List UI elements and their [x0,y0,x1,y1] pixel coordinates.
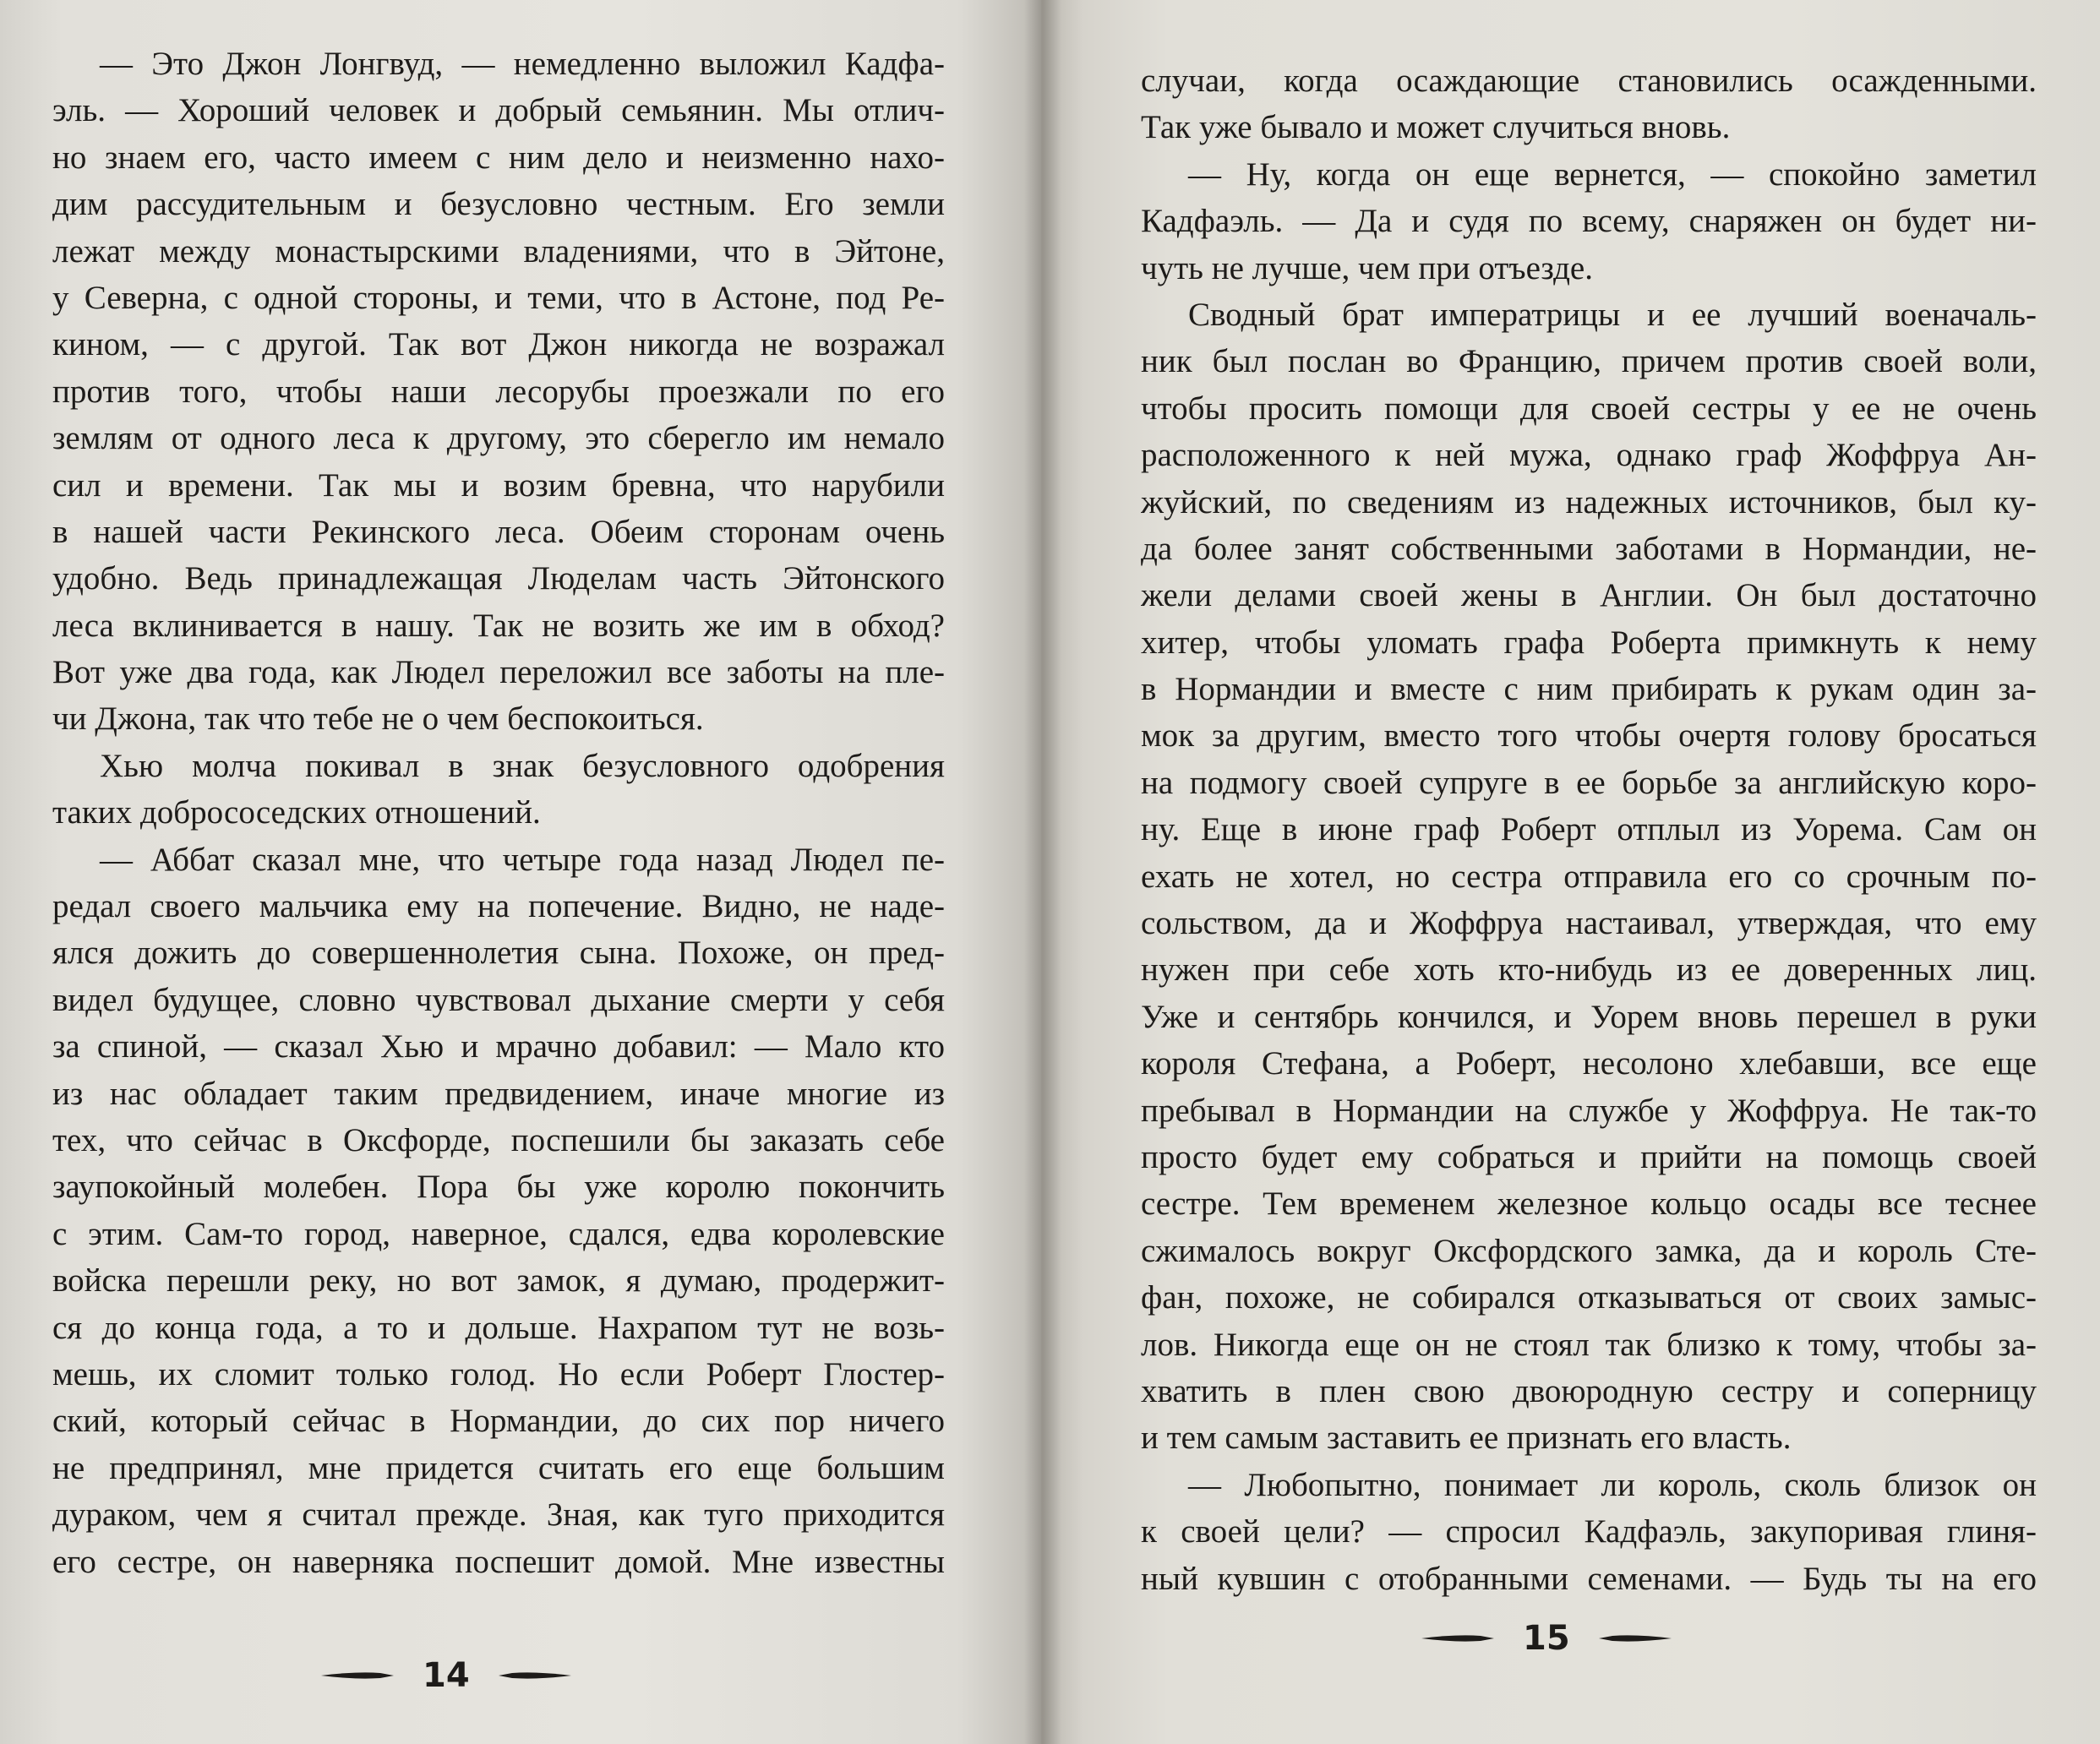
text-line: видел будущее, словно чувствовал дыхание смерти у себя [52,981,945,1018]
text-line: жели делами своей жены в Англии. Он был достаточно [1141,577,2037,614]
text-line: Уже и сентябрь кончился, и Уорем вновь перешел в руки [1141,998,2037,1035]
right-arrow-ornament-icon [1599,1632,1672,1644]
text-line: ся до конца года, а то и дольше. Нахрапом тут не возь- [52,1309,945,1346]
text-line: не предпринял, мне придется считать его еще большим [52,1449,945,1486]
text-line: эль. — Хороший человек и добрый семьянин. Мы отлич- [52,92,945,129]
page-number: 14 [423,1656,470,1695]
text-line: ский, который сейчас в Нормандии, до сих пор ничего [52,1403,945,1440]
text-line: пребывал в Нормандии на службе у Жоффруа. Не так-то [1141,1092,2037,1129]
text-line: сестре. Тем временем железное кольцо осады все теснее [1141,1185,2037,1223]
text-line: ну. Еще в июне граф Роберт отплыл из Уорема. Сам он [1141,811,2037,848]
text-line: ехать не хотел, но сестра отправила его со срочным по- [1141,858,2037,895]
text-line: ялся дожить до совершеннолетия сына. Похоже, он пред- [52,935,945,972]
text-line: у Северна, с одной стороны, и теми, что в Астоне, под Ре- [52,279,945,316]
book-gutter-shadow [1024,0,1061,1744]
text-line: жуйский, по сведениям из надежных источников, был ку- [1141,483,2037,520]
right-arrow-ornament-icon [499,1670,571,1681]
text-line: — Ну, когда он еще вернется, — спокойно заметил [1188,155,2037,193]
text-line: просто будет ему собраться и прийти на помощь своей [1141,1138,2037,1175]
text-line: хитер, чтобы уломать графа Роберта примкнуть к нему [1141,624,2037,661]
text-line: на подмогу своей супруге в ее борьбе за английскую коро- [1141,764,2037,801]
text-line: хватить в плен свою двоюродную сестру и соперницу [1141,1372,2037,1409]
text-line: чи Джона, так что тебе не о чем беспокоиться. [52,700,704,738]
right-page-text [1141,57,2037,1602]
text-line: леса вклинивается в нашу. Так не возить же им в обход? [52,607,945,644]
text-line: лежат между монастырскими владениями, что в Эйтоне, [52,232,945,270]
text-line: фан, похоже, не собирался отказываться от своих замыс- [1141,1279,2037,1316]
text-line: и тем самым заставить ее признать его власть. [1141,1420,1792,1457]
right-page-folio [1421,1619,1672,1658]
text-line: в нашей части Рекинского леса. Обеим сторонам очень [52,513,945,550]
text-line: чуть не лучше, чем при отъезде. [1141,249,1593,286]
text-line: кином, — с другой. Так вот Джон никогда не возражал [52,326,945,363]
text-line: но знаем его, часто имеем с ним дело и неизменно нахо- [52,139,945,176]
text-line: расположенного к ней мужа, однако граф Жоффруа Ан- [1141,437,2037,474]
text-line: к своей цели? — спросил Кадфаэль, закупоривая глиня- [1141,1513,2037,1551]
text-line: из нас обладает таким предвидением, иначе многие из [52,1075,945,1112]
text-line: короля Стефана, а Роберт, несолоно хлебавши, все еще [1141,1045,2037,1082]
text-line: да более занят собственными заботами в Нормандии, не- [1141,530,2037,567]
text-line: удобно. Ведь принадлежащая Людeлам часть Эйтонского [52,560,945,597]
text-line: нужен при себе хоть кто-нибудь из ее доверенных лиц. [1141,951,2037,989]
text-line: войска перешли реку, но вот замок, я думаю, продержит- [52,1262,945,1300]
text-line: за спиной, — сказал Хью и мрачно добавил: — Мало кто [52,1028,945,1065]
text-line: дим рассудительным и безусловно честным. Его земли [52,186,945,223]
text-line: случаи, когда осаждающие становились осажденными. [1141,63,2037,99]
left-page-folio [321,1656,571,1695]
text-line: мешь, их сломит только голод. Но если Роберт Глостер- [52,1355,945,1392]
text-line: тех, что сейчас в Оксфорде, поспешили бы заказать себе [52,1121,945,1158]
text-line: ник был послан во Францию, причем против своей воли, [1141,343,2037,380]
text-line: мок за другим, вместо того чтобы очертя голову бросаться [1141,717,2037,755]
left-arrow-ornament-icon [1421,1632,1494,1644]
text-line: — Любопытно, понимает ли король, сколь близок он [1188,1466,2037,1503]
text-line: редал своего мальчика ему на попечение. Видно, не наде- [52,888,945,925]
page-number: 15 [1523,1619,1570,1658]
text-line: в Нормандии и вместе с ним прибирать к рукам один за- [1141,671,2037,708]
text-line: чтобы просить помощи для своей сестры у ее не очень [1141,390,2037,427]
text-line: Сводный брат императрицы и ее лучший военачаль- [1188,296,2037,333]
text-line: его сестре, он наверняка поспешит домой. Мне известны [52,1543,945,1580]
text-line: сил и времени. Так мы и возим бревна, что нарубили [52,466,945,504]
text-line: против того, чтобы наши лесорубы проезжали по его [52,373,945,410]
right-page [1041,0,2100,1744]
text-line: Вот уже два года, как Людел переложил все заботы на пле- [52,654,945,691]
text-line: — Это Джон Лонгвуд, — немедленно выложил Кадфа- [100,46,945,82]
left-page [0,0,1041,1744]
text-line: дураком, чем я считал прежде. Зная, как туго приходится [52,1496,945,1534]
left-arrow-ornament-icon [321,1670,394,1681]
text-line: сольством, да и Жоффруа настаивал, утверждая, что ему [1141,905,2037,942]
text-line: заупокойный молебен. Пора бы уже королю покончить [52,1169,945,1206]
text-line: с этим. Сам-то город, наверное, сдался, едва королевские [52,1215,945,1252]
text-line: Кадфаэль. — Да и судя по всему, снаряжен он будет ни- [1141,203,2037,240]
text-line: — Аббат сказал мне, что четыре года назад Людел пе- [100,841,945,878]
text-line: Так уже бывало и может случиться вновь. [1141,109,1731,146]
text-line: лов. Никогда еще он не стоял так близко к тому, чтобы за- [1141,1326,2037,1363]
text-line: таких добрососедских отношений. [52,794,541,831]
left-page-text [52,41,945,1585]
text-line: ный кувшин с отобранными семенами. — Будь ты на его [1141,1560,2037,1597]
text-line: Хью молча покивал в знак безусловного одобрения [100,747,945,784]
text-line: сжималось вокруг Оксфордского замка, да и король Сте- [1141,1232,2037,1269]
text-line: землям от одного леса к другому, это сберегло им немало [52,420,945,457]
